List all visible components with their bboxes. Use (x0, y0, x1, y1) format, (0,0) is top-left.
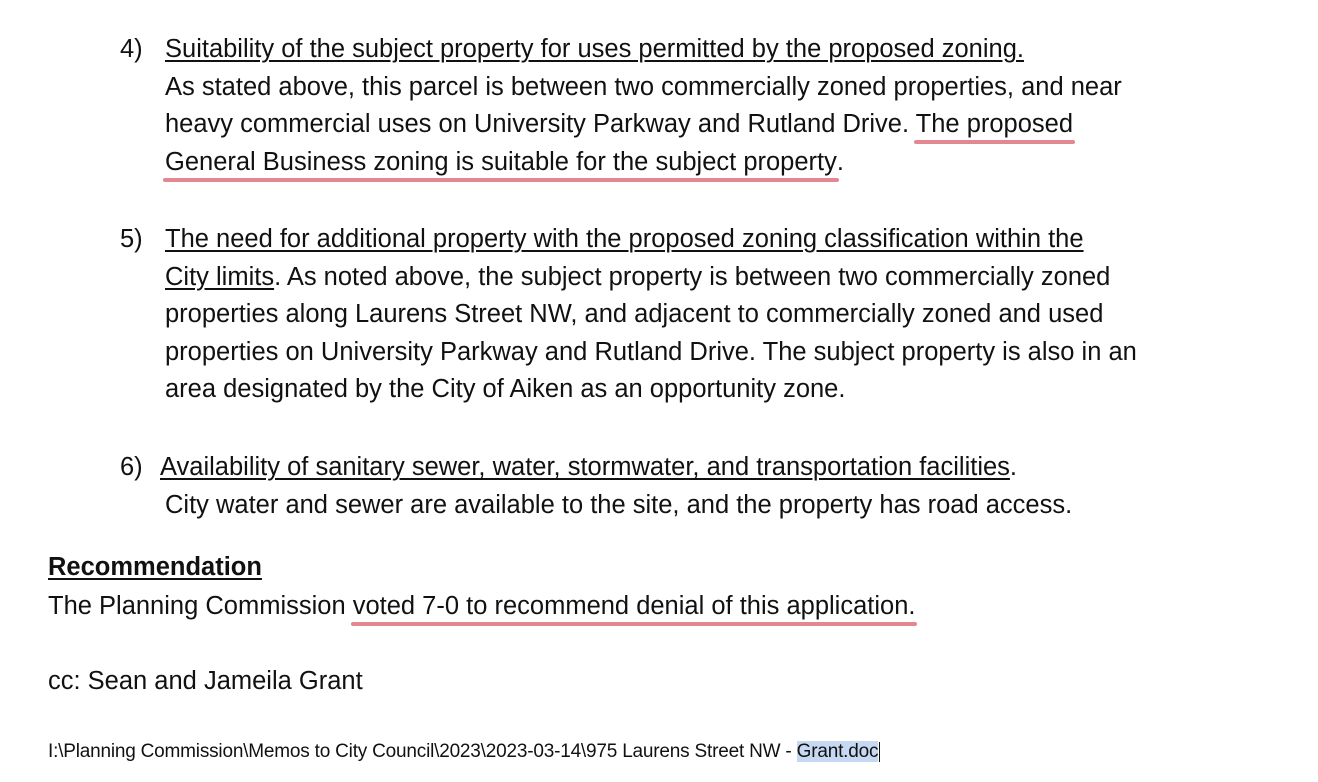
recommendation-text-plain: The Planning Commission (48, 592, 353, 620)
highlighted-phrase: General Business zoning is suitable for the subject property (165, 147, 837, 176)
item-number: 4) (120, 35, 143, 63)
sentence-end: . (1009, 453, 1018, 481)
criterion-6-heading-line (160, 449, 1280, 487)
file-path-text: I:\Planning Commission\Memos to City Council\2023\2023-03-14\975 Laurens Street NW - (48, 741, 797, 762)
selected-text[interactable]: Grant.doc (796, 741, 879, 762)
highlighted-phrase: The proposed (915, 110, 1074, 138)
item-number: 5) (120, 225, 143, 253)
criterion-6-body (160, 449, 1280, 524)
criterion-4-line-2 (165, 106, 1285, 144)
criterion-5-line-5: area designated by the City of Aiken as an opportunity zone. (165, 375, 846, 403)
criterion-4-body (165, 31, 1285, 181)
item-number: 6) (120, 453, 143, 481)
criterion-4-heading: Suitability of the subject property for uses permitted by the proposed zoning. (165, 35, 1024, 63)
recommendation-heading: Recommendation (48, 553, 262, 581)
criterion-5-line-2 (165, 259, 1285, 297)
criterion-6-heading: Availability of sanitary sewer, water, stormwater, and transportation facilities (160, 453, 1010, 481)
criterion-5-line-4: properties on University Parkway and Rutland Drive. The subject property is also in an (165, 337, 1137, 366)
criterion-5-body (165, 221, 1285, 409)
criterion-5-heading-end: City limits (165, 262, 275, 291)
cc-line: cc: Sean and Jameila Grant (48, 667, 363, 695)
file-path-footer[interactable] (48, 738, 880, 766)
text-cursor (879, 742, 880, 762)
highlighted-phrase: voted 7-0 to recommend denial of this application. (352, 592, 916, 620)
recommendation-text (48, 588, 915, 624)
criterion-4-line-1: As stated above, this parcel is between two commercially zoned properties, and near (165, 72, 1122, 101)
criterion-5-line-3: properties along Laurens Street NW, and adjacent to commercially zoned and used (165, 300, 1104, 328)
criterion-4-line-2-text: heavy commercial uses on University Parkway and Rutland Drive. (165, 110, 916, 138)
criterion-5-line-2-text: . As noted above, the subject property is between two commercially zoned (274, 262, 1111, 291)
criterion-5-heading: The need for additional property with the proposed zoning classification within the (165, 225, 1084, 253)
sentence-end: . (836, 147, 844, 176)
criterion-6-line-1: City water and sewer are available to the site, and the property has road access. (165, 490, 1073, 519)
criterion-4-line-3 (165, 144, 1285, 182)
